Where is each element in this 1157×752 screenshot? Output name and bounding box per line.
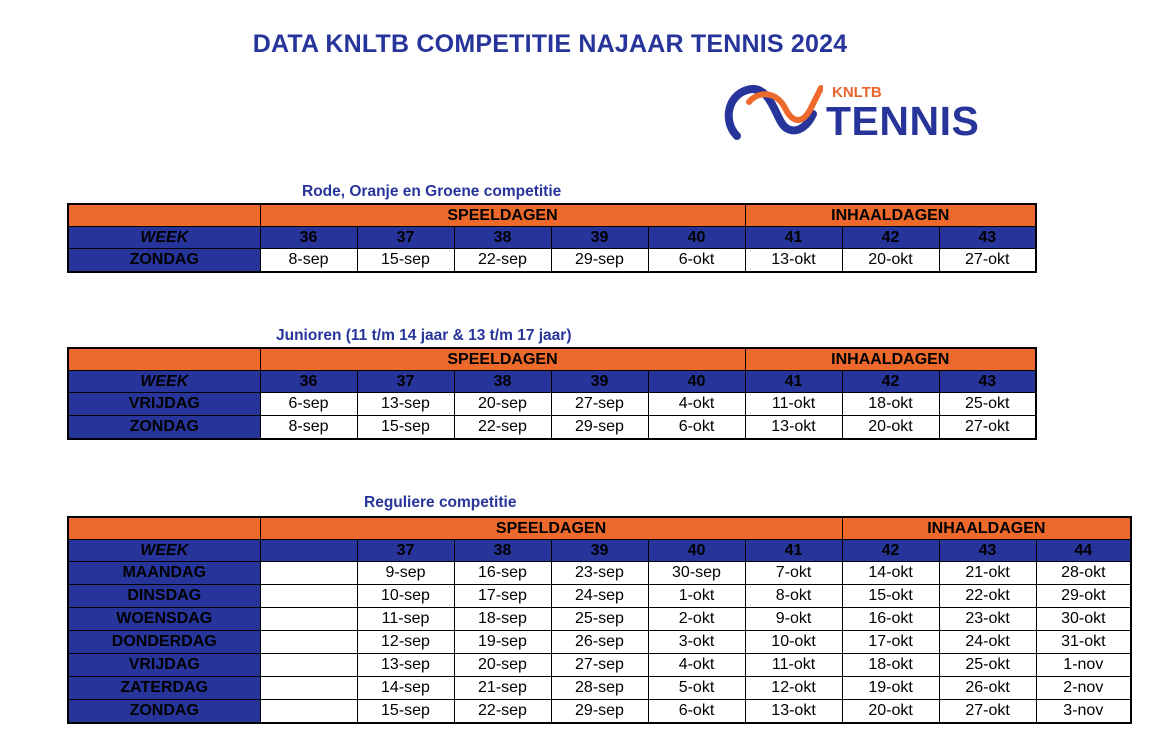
day-label: ZATERDAG [68, 677, 260, 700]
week-number: 37 [357, 540, 454, 562]
date-cell: 21-sep [454, 677, 551, 700]
date-cell: 14-okt [842, 562, 939, 585]
week-number: 40 [648, 540, 745, 562]
table-caption-regulier: Reguliere competitie [364, 494, 517, 511]
week-number: 38 [454, 371, 551, 393]
day-label: DINSDAG [68, 585, 260, 608]
date-cell: 20-okt [842, 700, 939, 724]
date-cell: 3-okt [648, 631, 745, 654]
date-cell: 10-okt [745, 631, 842, 654]
date-cell: 25-okt [939, 393, 1036, 416]
date-cell: 27-okt [939, 416, 1036, 440]
table-row [68, 249, 1036, 273]
date-cell: 4-okt [648, 654, 745, 677]
date-cell: 15-sep [357, 416, 454, 440]
date-cell: 12-sep [357, 631, 454, 654]
table-caption-rog: Rode, Oranje en Groene competitie [302, 183, 562, 200]
date-cell: 29-sep [551, 700, 648, 724]
date-cell: 20-okt [842, 416, 939, 440]
date-cell: 15-okt [842, 585, 939, 608]
week-number: 39 [551, 371, 648, 393]
date-cell: 8-okt [745, 585, 842, 608]
table-row [68, 416, 1036, 440]
speeldagen-header: SPEELDAGEN [260, 348, 745, 371]
table-row [68, 700, 1131, 724]
week-number [260, 540, 357, 562]
day-label: ZONDAG [68, 249, 260, 273]
date-cell: 14-sep [357, 677, 454, 700]
date-cell [260, 608, 357, 631]
date-cell: 22-okt [939, 585, 1036, 608]
date-cell: 18-sep [454, 608, 551, 631]
table-row [68, 562, 1131, 585]
date-cell: 23-okt [939, 608, 1036, 631]
date-cell: 13-okt [745, 249, 842, 273]
week-number: 42 [842, 371, 939, 393]
date-cell: 1-okt [648, 585, 745, 608]
date-cell: 5-okt [648, 677, 745, 700]
week-number: 41 [745, 227, 842, 249]
day-label: MAANDAG [68, 562, 260, 585]
date-cell: 23-sep [551, 562, 648, 585]
inhaaldagen-header: INHAALDAGEN [842, 517, 1131, 540]
date-cell: 30-sep [648, 562, 745, 585]
table-row [68, 677, 1131, 700]
date-cell: 29-sep [551, 249, 648, 273]
date-cell: 13-sep [357, 393, 454, 416]
date-cell: 28-sep [551, 677, 648, 700]
week-number: 37 [357, 227, 454, 249]
date-cell: 27-okt [939, 249, 1036, 273]
date-cell: 20-okt [842, 249, 939, 273]
week-number: 43 [939, 371, 1036, 393]
schedule-table-regulier [67, 516, 1132, 724]
date-cell: 8-sep [260, 249, 357, 273]
date-cell: 22-sep [454, 416, 551, 440]
week-label: WEEK [68, 227, 260, 249]
date-cell: 6-okt [648, 700, 745, 724]
table-caption-junioren: Junioren (11 t/m 14 jaar & 13 t/m 17 jaar) [276, 327, 572, 344]
date-cell: 20-sep [454, 393, 551, 416]
date-cell [260, 562, 357, 585]
date-cell: 29-okt [1036, 585, 1131, 608]
date-cell: 21-okt [939, 562, 1036, 585]
day-label: VRIJDAG [68, 393, 260, 416]
date-cell: 13-okt [745, 700, 842, 724]
date-cell: 17-okt [842, 631, 939, 654]
date-cell: 16-okt [842, 608, 939, 631]
date-cell [260, 585, 357, 608]
logo-tennis-text: TENNIS [826, 98, 980, 144]
table-row [68, 393, 1036, 416]
week-number: 37 [357, 371, 454, 393]
date-cell: 26-sep [551, 631, 648, 654]
week-label: WEEK [68, 540, 260, 562]
date-cell [260, 700, 357, 724]
date-cell [260, 631, 357, 654]
date-cell: 9-sep [357, 562, 454, 585]
week-number: 40 [648, 227, 745, 249]
day-label: ZONDAG [68, 416, 260, 440]
date-cell: 27-sep [551, 393, 648, 416]
week-number: 40 [648, 371, 745, 393]
date-cell: 15-sep [357, 249, 454, 273]
week-number: 41 [745, 371, 842, 393]
date-cell: 9-okt [745, 608, 842, 631]
date-cell: 25-sep [551, 608, 648, 631]
date-cell: 19-sep [454, 631, 551, 654]
date-cell: 11-okt [745, 393, 842, 416]
date-cell: 8-sep [260, 416, 357, 440]
table-row [68, 654, 1131, 677]
header-blank [68, 348, 260, 371]
date-cell: 13-okt [745, 416, 842, 440]
date-cell: 1-nov [1036, 654, 1131, 677]
inhaaldagen-header: INHAALDAGEN [745, 348, 1036, 371]
knltb-tennis-logo [723, 78, 993, 148]
week-number: 43 [939, 227, 1036, 249]
week-number: 38 [454, 540, 551, 562]
inhaaldagen-header: INHAALDAGEN [745, 204, 1036, 227]
date-cell [260, 654, 357, 677]
week-number: 39 [551, 227, 648, 249]
page-title: DATA KNLTB COMPETITIE NAJAAR TENNIS 2024 [252, 30, 848, 58]
date-cell: 6-okt [648, 249, 745, 273]
week-number: 39 [551, 540, 648, 562]
day-label: DONDERDAG [68, 631, 260, 654]
date-cell: 18-okt [842, 393, 939, 416]
date-cell: 31-okt [1036, 631, 1131, 654]
date-cell: 2-okt [648, 608, 745, 631]
date-cell: 7-okt [745, 562, 842, 585]
date-cell: 29-sep [551, 416, 648, 440]
week-number: 42 [842, 540, 939, 562]
date-cell: 4-okt [648, 393, 745, 416]
date-cell: 25-okt [939, 654, 1036, 677]
date-cell: 18-okt [842, 654, 939, 677]
week-label: WEEK [68, 371, 260, 393]
date-cell: 13-sep [357, 654, 454, 677]
date-cell: 16-sep [454, 562, 551, 585]
date-cell: 12-okt [745, 677, 842, 700]
day-label: VRIJDAG [68, 654, 260, 677]
table-row [68, 585, 1131, 608]
table-row [68, 608, 1131, 631]
week-number: 43 [939, 540, 1036, 562]
date-cell [260, 677, 357, 700]
date-cell: 6-sep [260, 393, 357, 416]
date-cell: 3-nov [1036, 700, 1131, 724]
date-cell: 10-sep [357, 585, 454, 608]
logo-knltb-text: KNLTB [832, 84, 882, 101]
header-blank [68, 204, 260, 227]
date-cell: 11-sep [357, 608, 454, 631]
date-cell: 6-okt [648, 416, 745, 440]
week-number: 38 [454, 227, 551, 249]
date-cell: 15-sep [357, 700, 454, 724]
date-cell: 22-sep [454, 249, 551, 273]
date-cell: 30-okt [1036, 608, 1131, 631]
week-number: 36 [260, 371, 357, 393]
date-cell: 19-okt [842, 677, 939, 700]
date-cell: 26-okt [939, 677, 1036, 700]
date-cell: 27-okt [939, 700, 1036, 724]
date-cell: 20-sep [454, 654, 551, 677]
speeldagen-header: SPEELDAGEN [260, 517, 842, 540]
week-number: 42 [842, 227, 939, 249]
date-cell: 22-sep [454, 700, 551, 724]
day-label: ZONDAG [68, 700, 260, 724]
day-label: WOENSDAG [68, 608, 260, 631]
swoosh-icon [723, 78, 823, 148]
schedule-table-rog [67, 203, 1037, 273]
table-row [68, 631, 1131, 654]
date-cell: 24-okt [939, 631, 1036, 654]
date-cell: 17-sep [454, 585, 551, 608]
date-cell: 27-sep [551, 654, 648, 677]
header-blank [68, 517, 260, 540]
schedule-table-junioren [67, 347, 1037, 440]
date-cell: 11-okt [745, 654, 842, 677]
date-cell: 2-nov [1036, 677, 1131, 700]
week-number: 41 [745, 540, 842, 562]
speeldagen-header: SPEELDAGEN [260, 204, 745, 227]
week-number: 36 [260, 227, 357, 249]
week-number: 44 [1036, 540, 1131, 562]
date-cell: 24-sep [551, 585, 648, 608]
date-cell: 28-okt [1036, 562, 1131, 585]
